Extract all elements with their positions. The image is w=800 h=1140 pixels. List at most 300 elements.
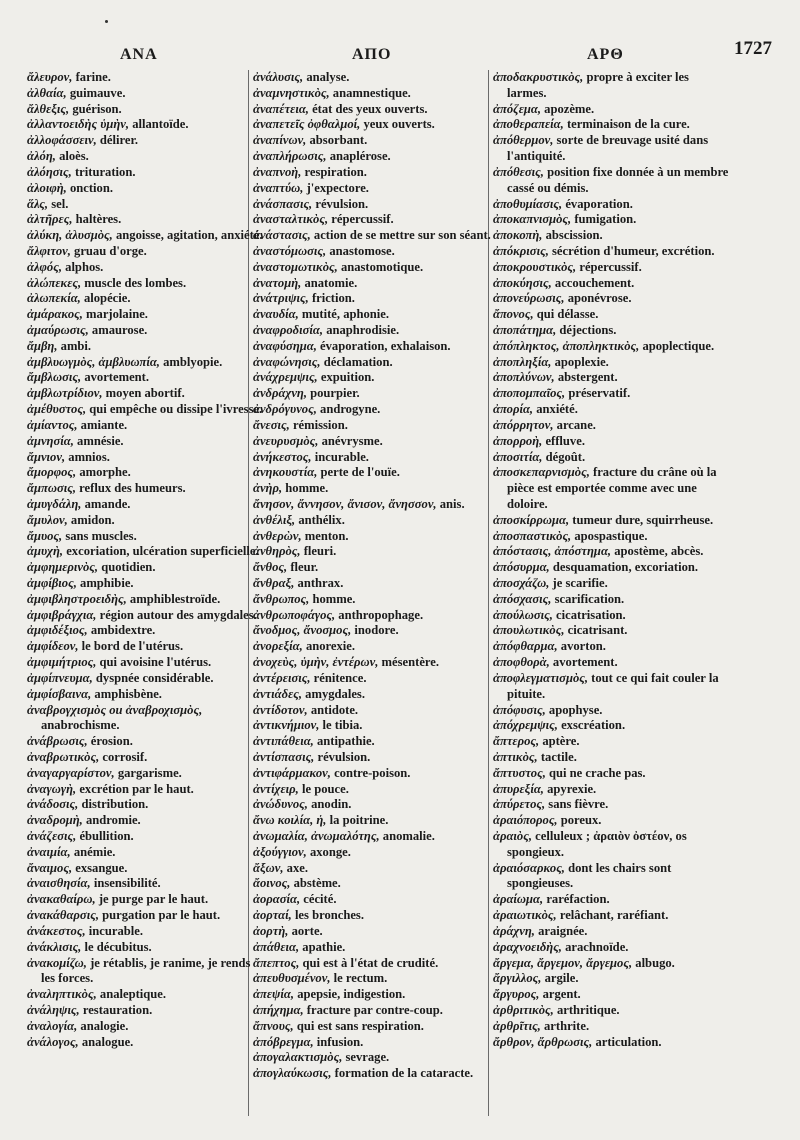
greek-term: ἀποφθορὰ, [493,655,550,670]
greek-term: ἄργεμα, ἄργεμον, ἄργεμος, [493,955,633,970]
greek-term: ἀνακομίζω, [27,955,87,970]
greek-term: ἀποκαπνισμὸς, [493,212,572,227]
french-definition: révulsion. [315,196,369,211]
french-definition: articulation. [595,1034,662,1049]
greek-term: ἀλόησις, [27,164,72,179]
dictionary-entry [493,940,731,956]
dictionary-entry [253,1019,491,1035]
french-definition: les bronches. [294,908,364,923]
greek-term: ἀποσχάζω, [493,576,550,590]
french-definition: androgyne. [320,402,381,417]
french-definition: cicatrisation. [556,607,626,622]
greek-term: ἄμυος, [27,528,63,543]
greek-term: ἀνασταλτικὸς, [253,212,329,227]
dictionary-entry [493,987,731,1003]
dictionary-entry [253,418,491,434]
dictionary-entry [27,291,265,307]
dictionary-entry [253,181,491,197]
dictionary-entry [27,797,265,813]
french-definition: gruau d'orge. [74,243,147,258]
greek-term: ἀραχνοειδὴς, [493,939,562,954]
dictionary-entry [253,386,491,402]
greek-term: ἀποπλύνων, [493,370,555,385]
dictionary-entry [27,465,265,481]
greek-term: ἀνάσπασις, [253,196,313,211]
dictionary-entry [493,1003,731,1019]
greek-term: ἀναφροδισία, [253,323,324,337]
french-definition: aorte. [291,923,323,938]
dictionary-entry [253,434,491,450]
french-definition: état des yeux ouverts. [312,101,428,116]
greek-term: ἀπεψία, [253,987,295,1002]
french-definition: ambidextre. [90,623,156,638]
french-definition: ambi. [60,338,92,353]
greek-term: ἀντικνήμιον, [253,718,320,733]
greek-term: ἄλευρον, [27,70,73,84]
dictionary-entry [253,1035,491,1051]
greek-term: ἀπύρετος, [493,797,546,812]
french-definition: anthropophage. [338,607,424,622]
greek-term: ἀναιμία, [27,844,71,859]
dictionary-entry [253,197,491,213]
dictionary-entry [253,687,491,703]
french-definition: relâchant, raréfiant. [559,908,669,923]
french-definition: restauration. [82,1002,153,1017]
french-definition: anastomose. [329,243,395,258]
dictionary-entry [27,987,265,1003]
greek-term: ἀμίαντος, [27,417,78,432]
greek-term: ἄργιλλος, [493,971,542,986]
dictionary-entry [253,750,491,766]
dictionary-entry [253,956,491,972]
french-definition: homme. [312,591,356,606]
dictionary-entry [27,766,265,782]
greek-term: ἀποσκεπαρνισμὸς, [493,465,590,480]
french-definition: argile. [544,971,579,986]
dictionary-entry [493,908,731,924]
greek-term: ἀποκύησις, [493,275,552,290]
dictionary-entry [253,307,491,323]
dictionary-entry [27,908,265,924]
french-definition: guimauve. [69,85,126,100]
greek-term: ἀλφός, [27,259,62,274]
french-definition: celluleux ; ἀραιὸν ὀστέον, os spongieux. [507,829,687,859]
dictionary-entry [493,592,731,608]
french-definition: je scarifie. [552,576,608,590]
dictionary-entry [493,70,731,102]
french-definition: allantoïde. [132,117,189,132]
greek-term: ἀμυχὴ, [27,544,64,559]
dictionary-entry [493,513,731,529]
dictionary-entry [253,576,491,592]
dictionary-entry [253,323,491,339]
french-definition: qui avoisine l'utérus. [99,655,212,670]
french-definition: excoriation, ulcération superficielle. [66,544,259,559]
dictionary-entry [493,465,731,512]
dictionary-entry [253,513,491,529]
greek-term: ἄνω κοιλία, ἡ, [253,813,327,828]
french-definition: homme. [285,481,329,496]
dictionary-entry [253,450,491,466]
greek-term: ἀπόστασις, ἀπόστημα, [493,544,612,559]
dictionary-entry [493,956,731,972]
french-definition: quotidien. [101,560,156,575]
french-definition: apostème, abcès. [614,544,704,559]
french-definition: exscréation. [561,718,626,733]
dictionary-entry [493,276,731,292]
french-definition: arthrite. [544,1018,590,1033]
dictionary-entry [27,687,265,703]
dictionary-entry [493,212,731,228]
french-definition: préservatif. [568,386,631,401]
greek-term: ἀμνησία, [27,433,74,448]
greek-term: ἀραιωτικὸς, [493,908,557,923]
dictionary-entry [493,718,731,734]
dictionary-entry [253,1050,491,1066]
dictionary-entry [493,339,731,355]
running-header [0,46,800,70]
header-center: ΑΠΟ [352,46,392,63]
french-definition: avorton. [560,639,606,654]
greek-term: ἀπόσυρμα, [493,560,550,575]
dictionary-entry [253,766,491,782]
greek-term: ἀρθριτικὸς, [493,1002,554,1017]
greek-term: ἀμφιβληστροειδὴς, [27,591,127,606]
french-definition: inodore. [354,623,399,638]
french-definition: avortement. [552,655,618,670]
greek-term: ἀποσπαστικὸς, [493,528,572,543]
dictionary-entry [27,276,265,292]
greek-term: ἀνάτριψις, [253,291,309,306]
greek-term: ἀναπλήρωσις, [253,149,327,164]
dictionary-entry [253,355,491,371]
french-definition: fleuri. [303,544,337,559]
greek-term: ἀπόχρεμψις, [493,718,558,733]
french-definition: le pouce. [301,781,349,796]
dictionary-entry [493,370,731,386]
dictionary-entry [27,703,265,735]
dictionary-entry [253,987,491,1003]
french-definition: anémie. [73,844,116,859]
french-definition: purgation par le haut. [102,908,221,923]
french-definition: desquamation, excoriation. [552,560,699,575]
greek-term: ἀντιπάθεια, [253,734,314,749]
greek-term: ἀνὴρ, [253,481,283,496]
dictionary-entry [27,782,265,798]
dictionary-entry [493,102,731,118]
french-definition: mutité, aphonie. [301,307,390,322]
dictionary-entry [493,355,731,371]
greek-term: ἄνθρωπος, [253,591,310,606]
dictionary-entry [253,592,491,608]
french-definition: poreux. [560,813,602,828]
french-definition: albugo. [635,955,675,970]
french-definition: axonge. [309,844,351,859]
french-definition: le bord de l'utérus. [81,639,184,654]
french-definition: mésentère. [381,655,440,670]
greek-term: ἀνάζεσις, [27,829,77,843]
french-definition: sans fièvre. [548,797,609,812]
french-definition: corrosif. [102,749,148,764]
greek-term: ἀπόσχασις, [493,591,552,606]
greek-term: ἀναδρομὴ, [27,813,83,828]
french-definition: apozème. [544,101,595,116]
dictionary-entry [253,276,491,292]
french-definition: anomalie. [382,829,435,843]
french-definition: anatomie. [304,275,358,290]
dictionary-entry [27,592,265,608]
french-definition: incurable. [88,923,144,938]
dictionary-entry [493,782,731,798]
greek-term: ἀπογλαύκωσις, [253,1066,332,1081]
greek-term: ἀντίχειρ, [253,781,299,796]
dictionary-entry [493,924,731,940]
dictionary-entry [493,1035,731,1051]
greek-term: ἀπόφυσις, [493,702,546,717]
french-definition: menton. [304,528,349,543]
dictionary-entry [27,339,265,355]
greek-term: ἀπόρρητον, [493,417,554,432]
dictionary-entry [27,402,265,418]
dictionary-entry [27,244,265,260]
french-definition: j'expectore. [306,180,369,195]
french-definition: amande. [84,496,131,511]
french-definition: farine. [75,70,111,84]
greek-term: ἀπήχημα, [253,1002,304,1017]
greek-term: ἄμνιον, [27,449,66,464]
greek-term: ἄμβη, [27,338,58,353]
greek-term: ἀορταί, [253,908,292,923]
greek-term: ἄλθεξις, [27,101,70,116]
greek-term: ἀνηκουστία, [253,465,318,480]
french-definition: je purge par le haut. [98,892,209,907]
greek-term: ἀλλαντοειδὴς ὑμὴν, [27,117,130,132]
dictionary-entry [493,560,731,576]
french-definition: arthritique. [556,1002,620,1017]
greek-term: ἄνεσις, [253,417,290,432]
french-definition: expuition. [320,370,375,385]
french-definition: dégoût. [545,449,586,464]
dictionary-entry [253,402,491,418]
greek-term: ἀντέρεισις, [253,670,311,685]
dictionary-entry [27,529,265,545]
dictionary-entry [253,718,491,734]
dictionary-entry [493,703,731,719]
greek-term: ἀναληπτικὸς, [27,987,97,1002]
greek-term: ἀναισθησία, [27,876,91,891]
greek-term: ἀνάκλισις, [27,939,82,954]
french-definition: analeptique. [99,987,167,1002]
french-definition: fleur. [290,560,319,575]
greek-term: ἀμφίπνευμα, [27,670,93,685]
dictionary-entry [27,1003,265,1019]
dictionary-entry [27,181,265,197]
greek-term: ἀπόπληκτος, ἀποπληκτικὸς, [493,338,640,353]
dictionary-entry [253,133,491,149]
french-definition: apophyse. [548,702,603,717]
dictionary-entry [253,813,491,829]
dictionary-entry [493,750,731,766]
greek-term: ἀμφιβράγχια, [27,607,97,622]
greek-term: ἀντίσπασις, [253,749,315,764]
french-definition: contre-poison. [334,765,411,780]
french-definition: érosion. [90,734,133,749]
dictionary-entry [27,497,265,513]
greek-term: ἄπτερος, [493,734,540,749]
french-definition: scarification. [554,591,625,606]
greek-term: ἀποπάτημα, [493,323,557,337]
greek-term: ἀνωμαλία, ἀνωμαλότης, [253,829,380,843]
french-definition: apospastique. [574,528,648,543]
french-definition: déclamation. [323,354,393,369]
dictionary-entry [27,861,265,877]
column-left [27,70,265,1050]
french-definition: tactile. [540,749,577,764]
french-definition: amiante. [80,417,128,432]
french-definition: position fixe donnée à un membre cassé ou démis. [507,164,729,195]
dictionary-entry [27,845,265,861]
french-definition: angoisse, agitation, anxiété. [115,228,263,243]
french-definition: qui délasse. [536,307,599,322]
french-definition: guérison. [72,101,122,116]
french-definition: terminaison de la cure. [566,117,690,132]
greek-term: ἀπουλωτικὸς, [493,623,565,638]
greek-term: ἀπόθεσις, [493,164,544,179]
french-definition: action de se mettre sur son séant. [313,228,491,243]
dictionary-entry [253,924,491,940]
dictionary-entry [253,497,491,513]
dictionary-entry [27,323,265,339]
greek-term: ἀπορροὴ, [493,433,543,448]
greek-term: ἀναυδία, [253,307,299,322]
greek-term: ἀράχνη, [493,923,535,938]
french-definition: déjections. [559,323,617,337]
french-definition: qui empêche ou dissipe l'ivresse. [89,402,263,417]
french-definition: répercussif. [579,259,642,274]
greek-term: ἀνθηρὸς, [253,544,301,559]
dictionary-entry [253,149,491,165]
greek-term: ἀναλογία, [27,1018,78,1033]
french-definition: amphiblestroïde. [129,591,221,606]
greek-term: ἀποκρουστικὸς, [493,259,577,274]
greek-term: ἄπνους, [253,1018,294,1033]
dictionary-entry [27,450,265,466]
greek-term: ἀναπτύω, [253,180,304,195]
french-definition: apepsie, indigestion. [297,987,406,1002]
greek-term: ἀνάληψις, [27,1002,80,1017]
dictionary-entry [253,481,491,497]
greek-term: ἀμαύρωσις, [27,323,89,337]
dictionary-entry [27,355,265,371]
dictionary-entry [253,560,491,576]
french-definition: arachnoïde. [565,939,629,954]
french-definition: dyspnée considérable. [95,670,214,685]
french-definition: analogue. [81,1034,134,1049]
greek-term: ἀπορία, [493,402,534,417]
dictionary-entry [27,813,265,829]
french-definition: abstème. [293,876,341,891]
greek-term: ἀνθερὼν, [253,528,302,543]
french-definition: le rectum. [333,971,388,986]
greek-term: ἀλόη, [27,149,56,164]
dictionary-entry [27,481,265,497]
greek-term: ἅλς, [27,196,49,211]
greek-term: ἀμφίβιος, [27,576,77,590]
dictionary-entry [27,924,265,940]
dictionary-entry [253,892,491,908]
french-definition: amidon. [70,512,115,527]
dictionary-entry [253,1003,491,1019]
greek-term: ἀποπληξία, [493,354,552,369]
dictionary-entry [27,576,265,592]
dictionary-entry [493,418,731,434]
dictionary-entry [493,386,731,402]
greek-term: ἄνθραξ, [253,576,295,590]
greek-term: ἀνδρόγυνος, [253,402,317,417]
dictionary-entry [27,734,265,750]
greek-term: ἀμφίδεον, [27,639,79,654]
dictionary-entry [493,529,731,545]
dictionary-entry [253,244,491,260]
dictionary-entry [27,133,265,149]
french-definition: le tibia. [322,718,363,733]
greek-term: ἀνακάθαρσις, [27,908,99,923]
dictionary-entry [27,829,265,845]
french-definition: région autour des amygdales. [99,607,257,622]
dictionary-entry [493,623,731,639]
french-definition: reflux des humeurs. [79,481,186,496]
dictionary-entry [493,450,731,466]
greek-term: ἄνησον, ἄννησον, ἄνισον, ἄνησσον, [253,496,437,511]
greek-term: ἄργυρος, [493,987,540,1002]
french-definition: anodin. [311,797,352,812]
dictionary-entry [27,671,265,687]
greek-term: ἄρθρον, ἄρθρωσις, [493,1034,593,1049]
header-right: ΑΡΘ [587,46,624,63]
french-definition: antidote. [310,702,359,717]
greek-term: ἀπάθεια, [253,939,300,954]
greek-term: ἀραιὸς, [493,829,532,843]
greek-term: ἀνάλογος, [27,1034,79,1049]
greek-term: ἀναγαργαρίστον, [27,765,115,780]
greek-term: ἀμβλωτρίδιον, [27,386,103,401]
greek-term: ἀνάκεστος, [27,923,86,938]
dictionary-entry [27,197,265,213]
french-definition: aloès. [59,149,89,164]
dictionary-entry [253,228,491,244]
french-definition: alopécie. [83,291,131,306]
dictionary-entry [493,829,731,861]
greek-term: ἀποκοπὴ, [493,228,543,243]
greek-term: ἀναβρωτικὸς, [27,749,100,764]
greek-term: ἀναμνηστικὸς, [253,85,330,100]
french-definition: ébullition. [79,829,134,843]
greek-term: ἀναβρογχισμὸς ou ἀναβροχισμὸς, [27,702,203,717]
greek-term: ἀλλοφάσσειν, [27,133,97,148]
dictionary-entry [253,370,491,386]
greek-term: ἀνάδοσις, [27,797,79,812]
dictionary-entry [493,228,731,244]
greek-term: ἀναπέτεια, [253,101,309,116]
greek-term: ἀνακαθαίρω, [27,892,96,907]
dictionary-entry [27,102,265,118]
dictionary-entry [27,892,265,908]
dictionary-entry [27,117,265,133]
greek-term: ἀραιόσαρκος, [493,860,565,875]
dictionary-entry [253,655,491,671]
dictionary-entry [253,797,491,813]
french-definition: fracture par contre-coup. [306,1002,443,1017]
